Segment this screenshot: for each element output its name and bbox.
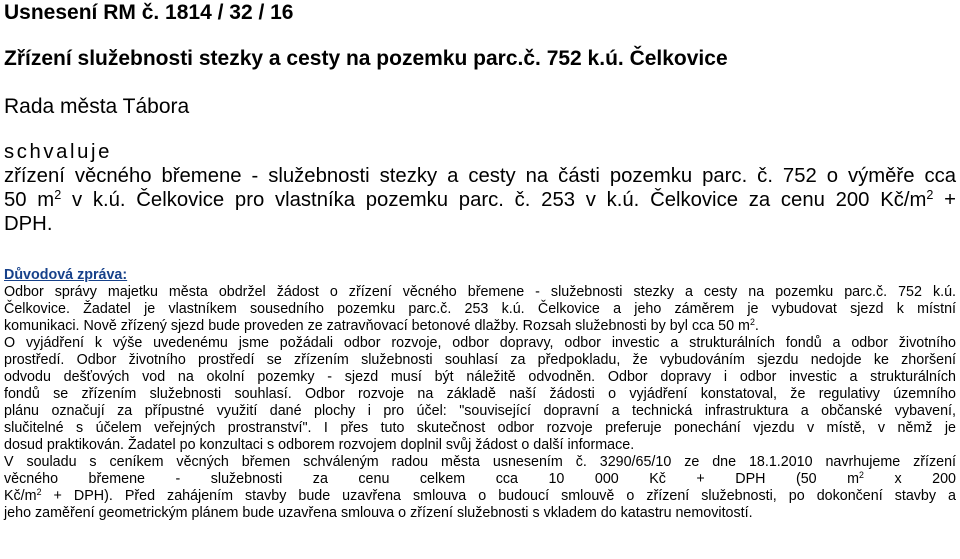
resolution-verb: schvaluje [4, 141, 112, 163]
reasoning-line-14: jeho zaměření geometrickým plánem bude uzavřena smlouva o zřízení služebnosti s vkladem do katastru nemovitostí. [4, 505, 753, 521]
council-name: Rada města Tábora [4, 95, 190, 118]
reasoning-line-2: Čelkovice. Žadatel je vlastníkem sousedního pozemku parc.č. 253 k.ú. Čelkovice a jeho záměrem je vybudovat sjezd k místní [4, 301, 956, 317]
resolution-line-2-sup: 2 [54, 188, 62, 203]
reasoning-line-13-end: + DPH). Před zahájením stavby bude uzavřena smlouva o budoucí smlouvě o zřízení služebnosti, po dokončení stavby a [41, 488, 956, 504]
reasoning-label [4, 267, 956, 284]
reasoning-line-12 [4, 471, 956, 488]
resolution-text [4, 140, 956, 236]
reasoning-line-13-sup: 2 [36, 487, 42, 498]
reasoning-line-1: Odbor správy majetku města obdržel žádost o zřízení věcného břemene - služebnosti stezky a cesty na pozemku parc.č. 752 k.ú. [4, 284, 956, 300]
resolution-line-3: DPH. [4, 213, 53, 235]
resolution-number: Usnesení RM č. 1814 / 32 / 16 [4, 1, 294, 24]
resolution-subject: Zřízení služebnosti stezky a cesty na pozemku parc.č. 752 k.ú. Čelkovice [4, 47, 728, 70]
reasoning-line-13 [4, 488, 956, 505]
resolution-line-2-c: + [933, 189, 956, 211]
reasoning-line-12-text: věcného břemene - služebnosti za cenu celkem cca 10 000 Kč + DPH (50 m [4, 471, 860, 487]
reasoning-line-9: slučitelné s účelem veřejných prostranství". I přes tuto skutečnost odbor rozvoje preferuje ponechání vjezdu v místě, v němž je [4, 420, 956, 436]
reasoning-line-8: plánu označují za přípustné využití dané plochy i pro účel: "související dopravní a technická infrastruktura a občanské vybavení, [4, 403, 956, 419]
reasoning-line-5: prostředí. Odbor životního prostředí se zřízením služebnosti souhlasí za předpokladu, že vybudováním sjezdu nedojde ke zhoršení [4, 352, 956, 368]
reasoning-line-3-text: komunikaci. Nově zřízený sjezd bude proveden ze zatravňovací betonové dlažby. Rozsah služebnosti by byl cca 50 m [4, 318, 750, 334]
reasoning-line-4: O vyjádření k výše uvedenému jsme požádali odbor rozvoje, odbor dopravy, odbor investic a strukturálních fondů a odbor životního [4, 335, 956, 351]
resolution-line-2 [4, 188, 956, 212]
reasoning-line-6: odvodu dešťových vod na okolní pozemky - sjezd musí být náležitě odvodněn. Odbor dopravy i odbor investic a strukturálních [4, 369, 956, 385]
reasoning-section [4, 267, 956, 522]
reasoning-line-13-text: Kč/m [4, 488, 37, 504]
reasoning-line-7: fondů se zřízením služebnosti souhlasí. Odbor rozvoje na základě naší žádosti o vyjádření konstatoval, že regulativy územního [4, 386, 956, 402]
resolution-line-2-a: 50 m [4, 189, 55, 211]
resolution-line-1: zřízení věcného břemene - služebnosti stezky a cesty na části pozemku parc. č. 752 o výměře cca [4, 165, 956, 187]
reasoning-line-11: V souladu s ceníkem věcných břemen schváleným radou města usnesením č. 3290/65/10 ze dne 18.1.2010 navrhujeme zřízení [4, 454, 956, 470]
resolution-line-2-b: v k.ú. Čelkovice pro vlastníka pozemku parc. č. 253 v k.ú. Čelkovice za cenu 200 Kč/m [61, 189, 927, 211]
reasoning-line-3-end: . [754, 318, 759, 334]
reasoning-line-10: dosud praktikován. Žadatel po konzultaci s odborem rozvojem doplnil svůj žádost o další informace. [4, 437, 635, 453]
reasoning-line-12-end: x 200 [863, 471, 956, 487]
resolution-line-2-sup2: 2 [926, 188, 934, 203]
reasoning-line-3 [4, 318, 956, 335]
reasoning-line-12-sup: 2 [859, 470, 864, 481]
reasoning-line-3-sup: 2 [749, 317, 755, 328]
reasoning-label-text: Důvodová zpráva: [4, 267, 128, 283]
